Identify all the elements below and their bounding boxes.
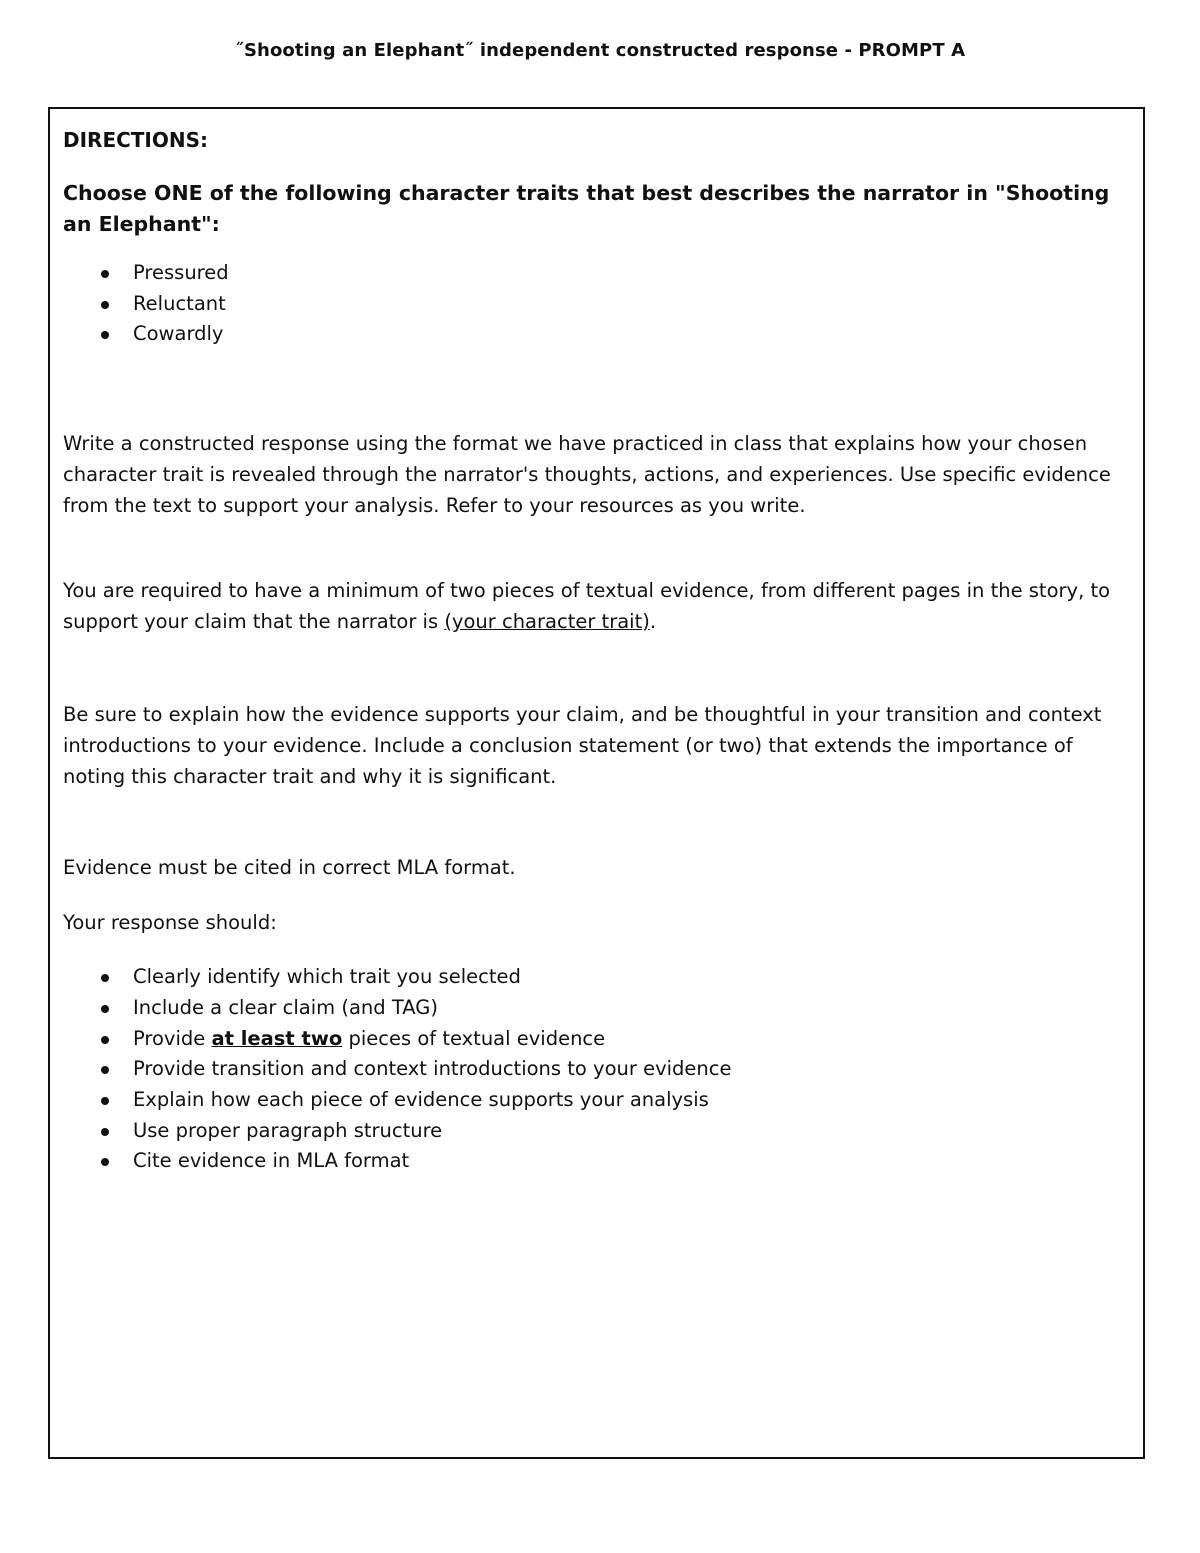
bullet-icon [101, 331, 109, 339]
requirement-item [63, 1024, 1133, 1055]
trait-list [63, 258, 1133, 350]
bullet-icon [101, 1097, 109, 1105]
trait-label: Reluctant [133, 291, 226, 315]
response-intro: Your response should: [63, 911, 277, 935]
choose-trait-prompt: Choose ONE of the following character traits that best describes the narrator in "Shooting an Elephant": [63, 181, 1110, 236]
evidence-requirement-end: . [649, 610, 657, 634]
bullet-icon [101, 1036, 109, 1044]
trait-item [63, 258, 1133, 289]
requirement-label-start: Provide [133, 1026, 212, 1050]
requirement-label: Cite evidence in MLA format [133, 1149, 410, 1173]
bullet-icon [101, 270, 109, 278]
requirement-label-end: pieces of textual evidence [342, 1026, 606, 1050]
bullet-icon [101, 1158, 109, 1166]
bullet-icon [101, 1005, 109, 1013]
requirement-emphasis: at least two [211, 1026, 343, 1050]
trait-label: Cowardly [133, 322, 224, 346]
requirement-item [63, 962, 1133, 993]
requirement-label: Explain how each piece of evidence supports your analysis [133, 1087, 709, 1111]
trait-item [63, 289, 1133, 320]
requirement-item [63, 1116, 1133, 1147]
bullet-icon [101, 301, 109, 309]
directions-box [48, 107, 1145, 1459]
requirement-item [63, 1085, 1133, 1116]
explanation-instructions: Be sure to explain how the evidence supports your claim, and be thoughtful in your transition and context introductions to your evidence. Include a conclusion statement (or two) that extends the importance of noting this character trait and why it is significant. [63, 703, 1102, 789]
trait-item [63, 319, 1133, 350]
directions-content [63, 125, 1133, 1177]
directions-heading: DIRECTIONS: [63, 128, 209, 152]
requirement-label: Use proper paragraph structure [133, 1118, 443, 1142]
mla-instruction: Evidence must be cited in correct MLA format. [63, 856, 516, 880]
requirement-label: Provide transition and context introductions to your evidence [133, 1057, 732, 1081]
requirement-label: Clearly identify which trait you selected [133, 965, 521, 989]
requirement-item [63, 1054, 1133, 1085]
requirements-list [63, 962, 1133, 1177]
trait-label: Pressured [133, 261, 229, 284]
requirement-item [63, 1146, 1133, 1177]
page-title: ˝Shooting an Elephant˝ independent constructed response - PROMPT A [234, 40, 966, 61]
requirement-item [63, 993, 1133, 1024]
bullet-icon [101, 1066, 109, 1074]
evidence-requirement-text: You are required to have a minimum of two pieces of textual evidence, from different pages in the story, to support your claim that the narrator is [63, 579, 1111, 634]
bullet-icon [101, 974, 109, 982]
write-instructions: Write a constructed response using the format we have practiced in class that explains how your chosen character trait is revealed through the narrator's thoughts, actions, and experiences. Use specific evidence from the text to support your analysis. Refer to your resources as you write. [63, 432, 1111, 518]
requirement-label: Include a clear claim (and TAG) [133, 995, 438, 1019]
evidence-requirement [63, 575, 1133, 637]
character-trait-placeholder: (your character trait) [444, 610, 650, 634]
bullet-icon [101, 1128, 109, 1136]
